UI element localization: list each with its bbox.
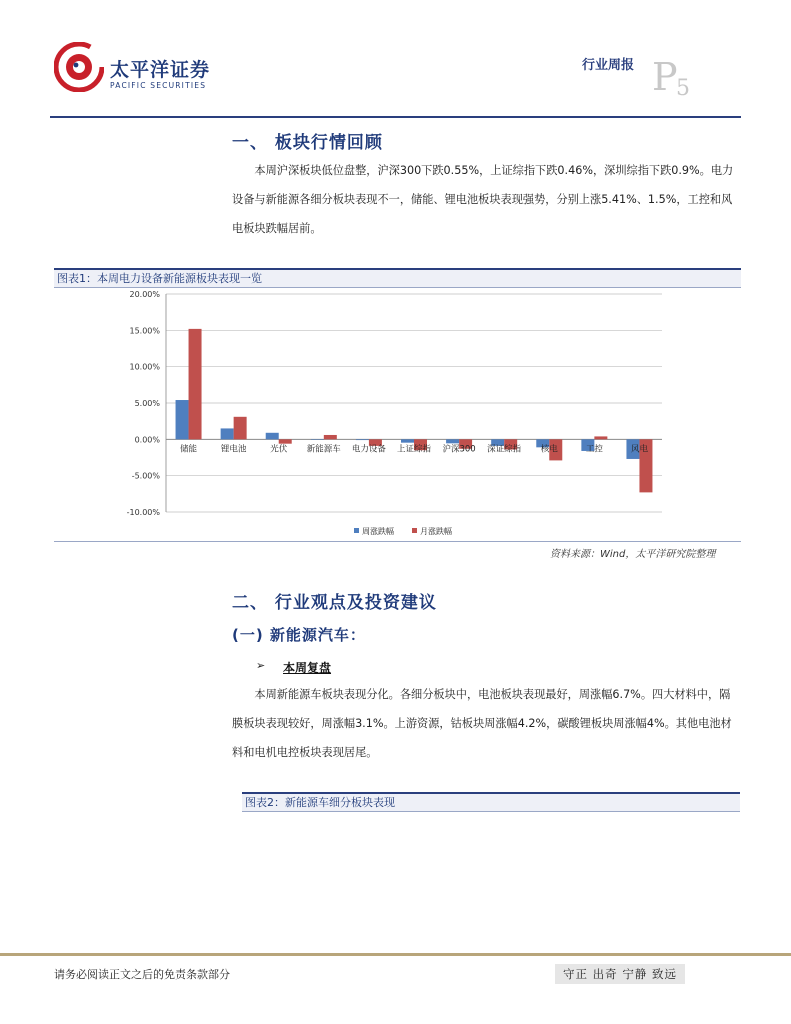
bar-monthly	[324, 435, 337, 439]
y-tick-label: 5.00%	[134, 399, 160, 408]
y-tick-label: 10.00%	[129, 362, 160, 372]
legend-swatch	[412, 528, 417, 533]
brand-name: 太平洋证券	[110, 59, 211, 81]
bar-monthly	[234, 417, 247, 440]
legend-label: 月涨跌幅	[420, 527, 452, 536]
y-tick-label: 20.00%	[129, 290, 160, 299]
figure1-title-bar	[54, 268, 741, 288]
bar-monthly	[189, 329, 202, 439]
bullet-marker-icon: ➢	[256, 659, 266, 672]
x-tick-label: 风电	[630, 444, 648, 455]
x-tick-label: 电力设备	[351, 444, 386, 455]
section-heading-investment-advice: 二、 行业观点及投资建议	[232, 593, 437, 613]
page-number: 5	[676, 76, 690, 101]
bar-weekly	[266, 433, 279, 440]
x-tick-label: 新能源车	[306, 444, 341, 455]
x-tick-label: 上证综指	[396, 444, 432, 455]
bar-weekly	[176, 400, 189, 439]
y-tick-label: 0.00%	[134, 435, 160, 445]
company-motto: 守正 出奇 宁静 致远	[555, 964, 685, 984]
x-tick-label: 深证综指	[487, 444, 522, 455]
bar-monthly	[279, 439, 292, 443]
x-tick-label: 沪深300	[442, 444, 476, 455]
sector-performance-chart	[54, 288, 741, 540]
y-tick-label: -10.00%	[126, 508, 160, 517]
brand-name-english: PACIFIC SECURITIES	[110, 81, 207, 90]
figure1-bottom-rule	[54, 541, 741, 542]
page-letter: P	[652, 55, 678, 99]
bar-weekly	[311, 439, 324, 440]
x-tick-label: 核电	[540, 444, 558, 455]
chart-bars	[176, 329, 653, 493]
y-tick-label: 15.00%	[129, 326, 160, 336]
bar-monthly	[594, 436, 607, 439]
x-tick-label: 锂电池	[220, 444, 247, 455]
logo-icon	[54, 42, 104, 92]
figure1-source: 资料来源：Wind，太平洋研究院整理	[550, 549, 716, 560]
x-tick-label: 工控	[585, 444, 603, 455]
bar-weekly	[401, 439, 414, 442]
market-review-paragraph: 本周沪深板块低位盘整，沪深300下跌0.55%，上证综指下跌0.46%，深圳综指下跌0.9%。电力设备与新能源各细分板块表现不一，储能、锂电池板块表现强势，分别上涨5.41%、1.5%，工控和风电板块跌幅居前。	[232, 164, 734, 235]
footer-divider	[0, 953, 791, 956]
header-divider	[50, 116, 741, 118]
section-heading-market-review: 一、 板块行情回顾	[232, 133, 383, 153]
y-tick-label: -5.00%	[131, 471, 160, 481]
bar-weekly	[446, 439, 459, 443]
figure2-title: 图表2：新能源车细分板块表现	[245, 796, 395, 809]
bar-weekly	[356, 439, 369, 440]
x-tick-label: 光伏	[270, 444, 288, 455]
figure2-title-bar	[242, 792, 740, 812]
legend-swatch	[354, 528, 359, 533]
chart-x-labels	[180, 443, 648, 454]
figure1-title: 图表1：本周电力设备新能源板块表现一览	[57, 272, 262, 285]
report-type: 行业周报	[582, 58, 635, 73]
x-tick-label: 储能	[180, 444, 198, 455]
chart-legend	[354, 526, 452, 536]
legend-label: 周涨跌幅	[362, 527, 394, 536]
bar-weekly	[221, 428, 234, 439]
weekly-review-paragraph: 本周新能源车板块表现分化。各细分板块中，电池板块表现最好，周涨幅6.7%。四大材料中，隔膜板块表现较好，周涨幅3.1%。上游资源，钴板块周涨幅4.2%，碳酸锂板块周涨幅4%。其他电池材料和电机电控板块表现居尾。	[232, 688, 732, 759]
disclaimer-note: 请务必阅读正文之后的免责条款部分	[54, 968, 230, 981]
weekly-review-title: 本周复盘	[283, 661, 332, 675]
chart-gridlines	[166, 294, 662, 512]
subheading-new-energy-vehicles: (一) 新能源汽车：	[232, 626, 366, 644]
chart-y-ticks	[127, 290, 161, 517]
